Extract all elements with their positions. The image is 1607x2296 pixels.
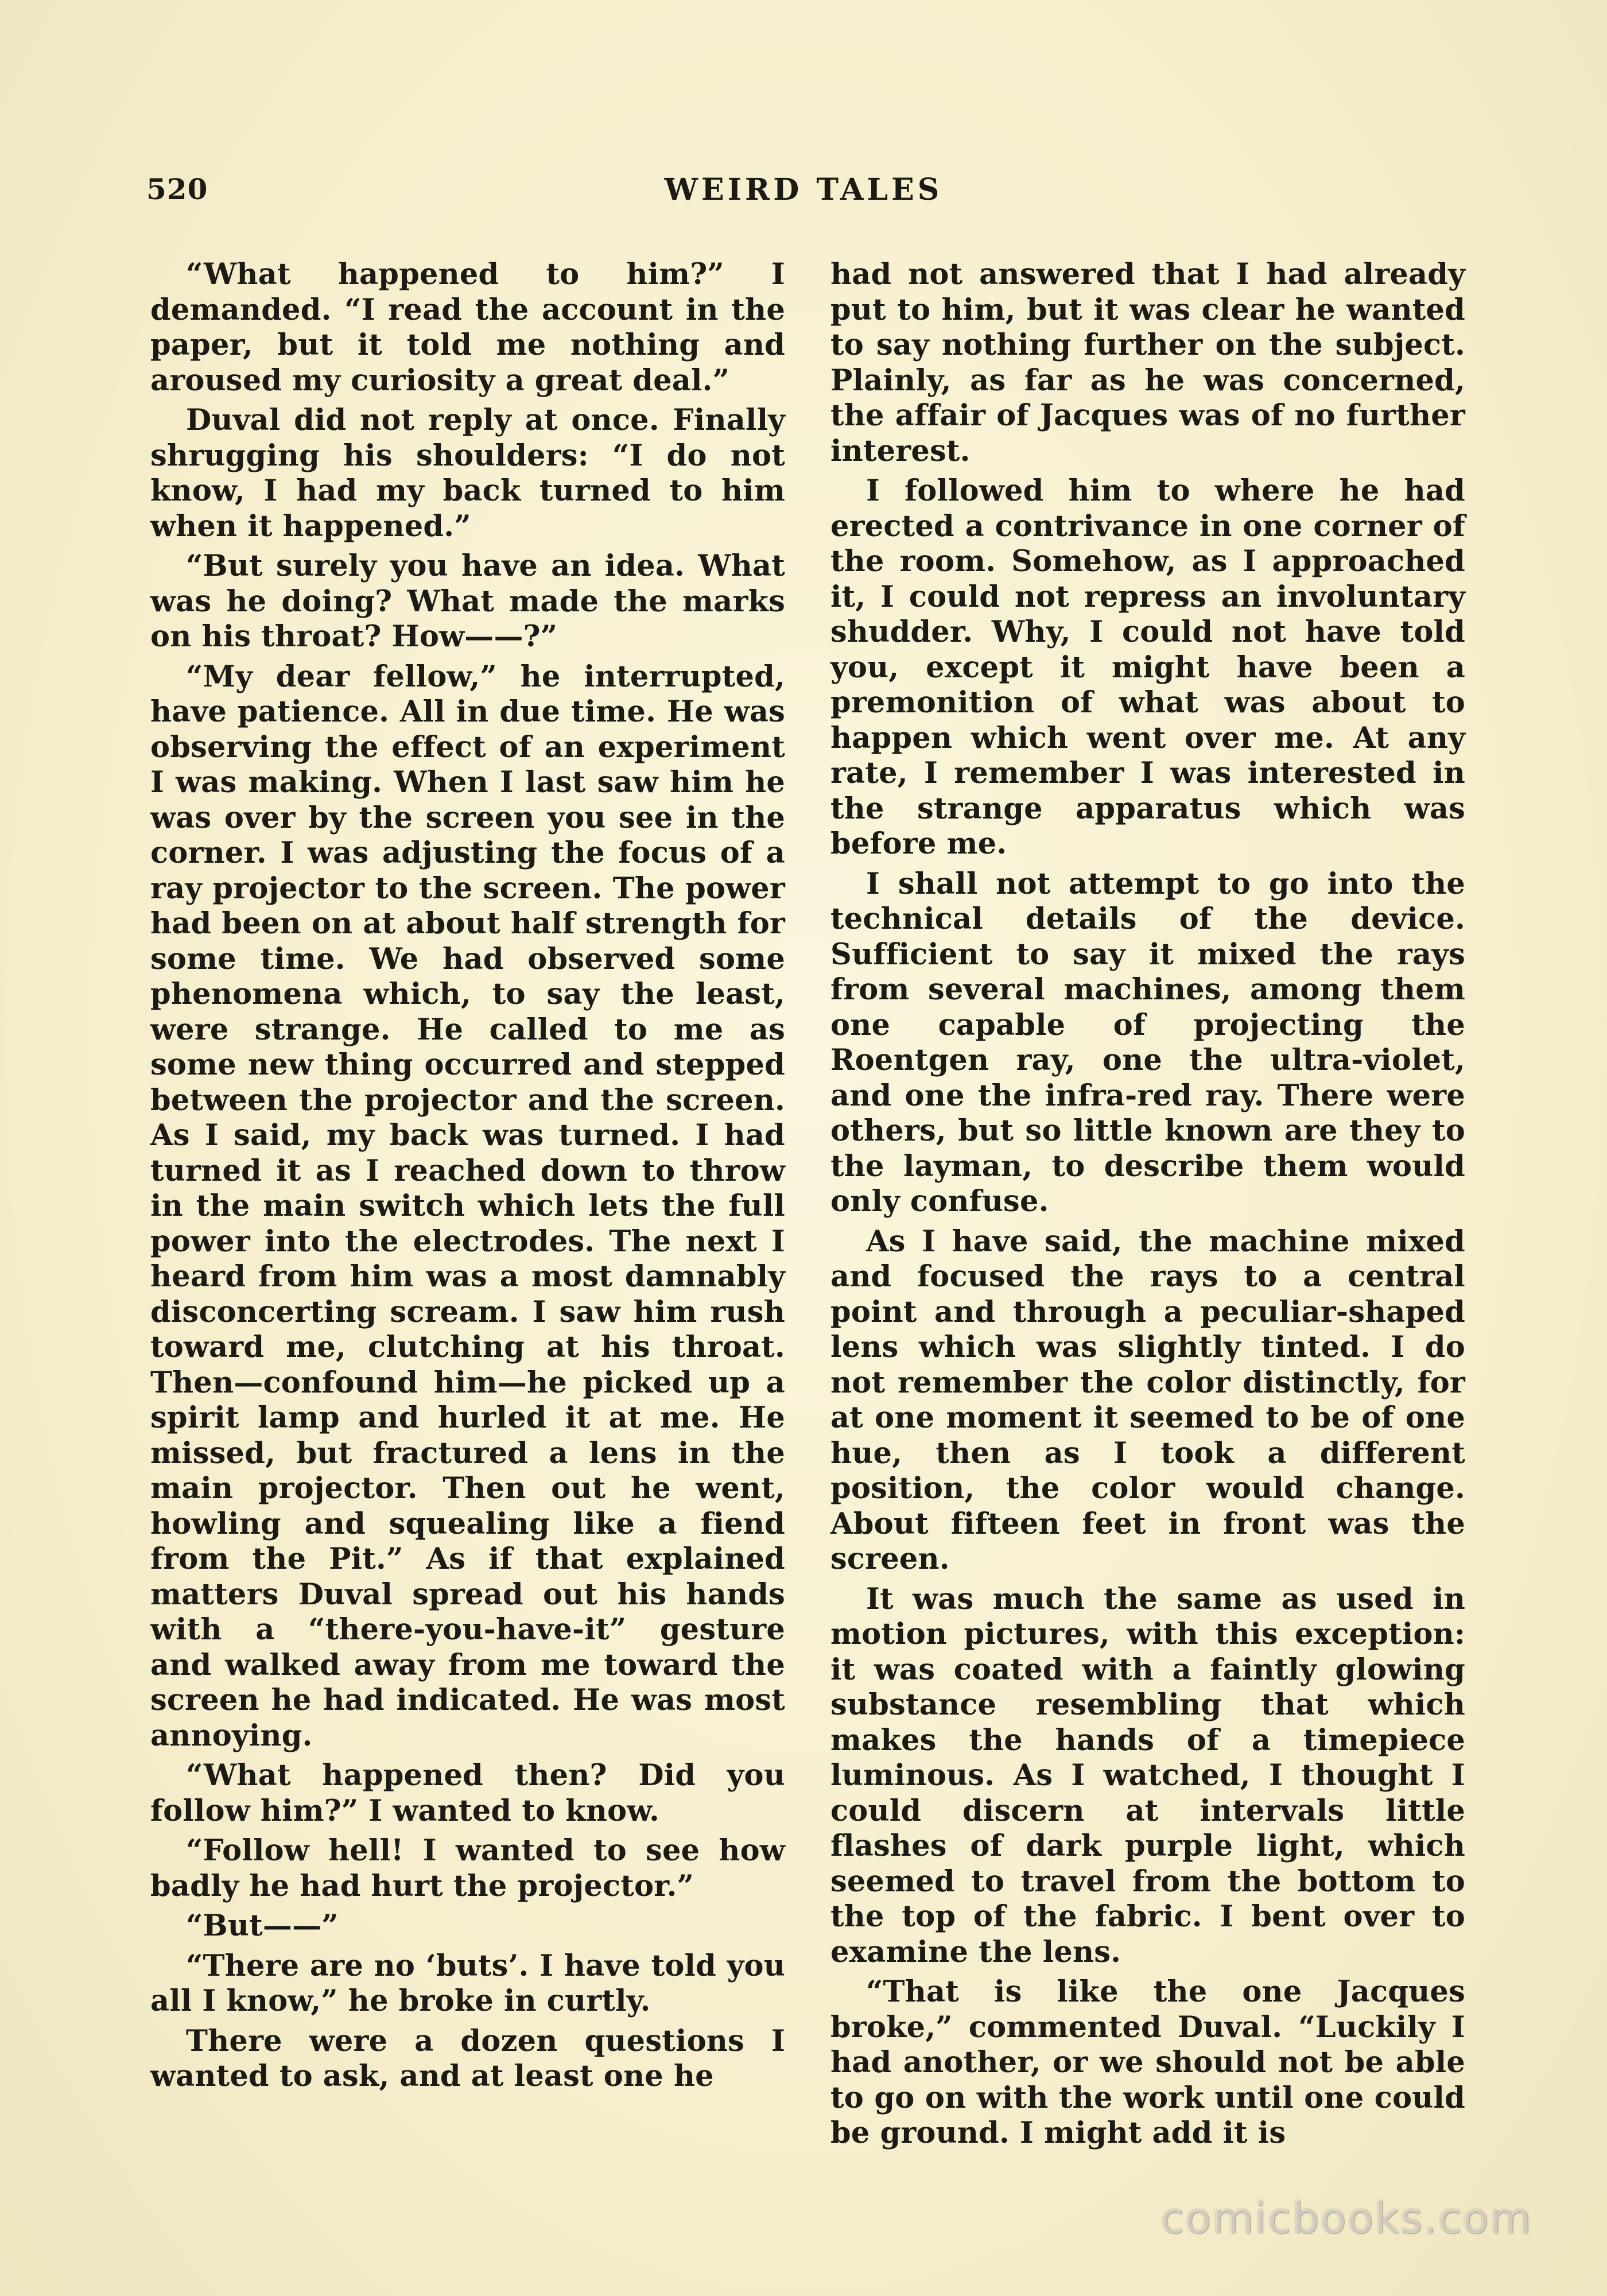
paragraph: Duval did not reply at once. Finally shrugging his shoulders: “I do not know, I had my back turned to him when it happened.” — [150, 403, 785, 544]
page-number: 520 — [146, 172, 208, 206]
paragraph: There were a dozen questions I wanted to ask, and at least one he — [150, 2023, 785, 2093]
paragraph: As I have said, the machine mixed and focused the rays to a central point and through a peculiar-shaped lens which was slightly tinted. I do not remember the color distinctly, for at one moment it seemed to be of one hue, then as I took a different position, the color would change. About fifteen feet in front was the screen. — [830, 1224, 1465, 1576]
paragraph: “But surely you have an idea. What was he doing? What made the marks on his throat? How——?” — [150, 549, 785, 654]
paragraph: “But——” — [186, 1909, 339, 1943]
running-title: WEIRD TALES — [664, 172, 943, 207]
paragraph: It was much the same as used in motion pictures, with this exception: it was coated with a faintly glowing substance resembling that which makes the hands of a timepiece luminous. As I watched, I thought I could discern at intervals little flashes of dark purple light, which seemed to travel from the bottom to the top of the fabric. I bent over to examine the lens. — [830, 1581, 1465, 1969]
watermark: comicbooks.com — [1160, 2194, 1532, 2243]
paragraph: I followed him to where he had erected a contrivance in one corner of the room. Somehow, as I approached it, I could not repress an involuntary shudder. Why, I could not have told you, except it might have been a premonition of what was about to happen which went over me. At any rate, I remember I was interested in the strange apparatus which was before me. — [830, 474, 1465, 861]
paragraph-continuation: had not answered that I had already put to him, but it was clear he wanted to say nothing further on the subject. Plainly, as far as he was concerned, the affair of Jacques was of no further interest. — [830, 257, 1465, 468]
paragraph: I shall not attempt to go into the technical details of the device. Sufficient to say it mixed the rays from several machines, among them one capable of projecting the Roentgen ray, one the ultra-violet, and one the infra-red ray. There were others, but so little known are they to the layman, to describe them would only confuse. — [830, 866, 1465, 1219]
page-header — [146, 172, 1461, 218]
paragraph: “My dear fellow,” he interrupted, have patience. All in due time. He was observing the effect of an experiment I was making. When I last saw him he was over by the screen you see in the corner. I was adjusting the focus of a ray projector to the screen. The power had been on at about half strength for some time. We had observed some phenomena which, to say the least, were strange. He called to me as some new thing occurred and stepped between the projector and the screen. As I said, my back was turned. I had turned it as I reached down to throw in the main switch which lets the full power into the electrodes. The next I heard from him was a most damnably disconcerting scream. I saw him rush toward me, clutching at his throat. Then—confound him—he picked up a spirit lamp and hurled it at me. He missed, but fractured a lens in the main projector. Then out he went, howling and squealing like a fiend from the Pit.” As if that explained matters Duval spread out his hands with a “there-you-have-it” gesture and walked away from me toward the screen he had indicated. He was most annoying. — [150, 659, 785, 1753]
paragraph: “That is like the one Jacques broke,” commented Duval. “Luckily I had another, or we should not be able to go on with the work until one could be ground. I might add it is — [830, 1975, 1465, 2150]
paragraph: “There are no ‘buts’. I have told you all I know,” he broke in curtly. — [150, 1948, 785, 2018]
left-column — [150, 257, 785, 2099]
right-column — [830, 257, 1465, 2156]
paragraph: “What happened to him?” I demanded. “I read the account in the paper, but it told me nothing and aroused my curiosity a great deal.” — [150, 257, 785, 398]
paragraph: “What happened then? Did you follow him?” I wanted to know. — [150, 1758, 785, 1828]
paragraph: “Follow hell! I wanted to see how badly he had hurt the projector.” — [150, 1833, 785, 1903]
